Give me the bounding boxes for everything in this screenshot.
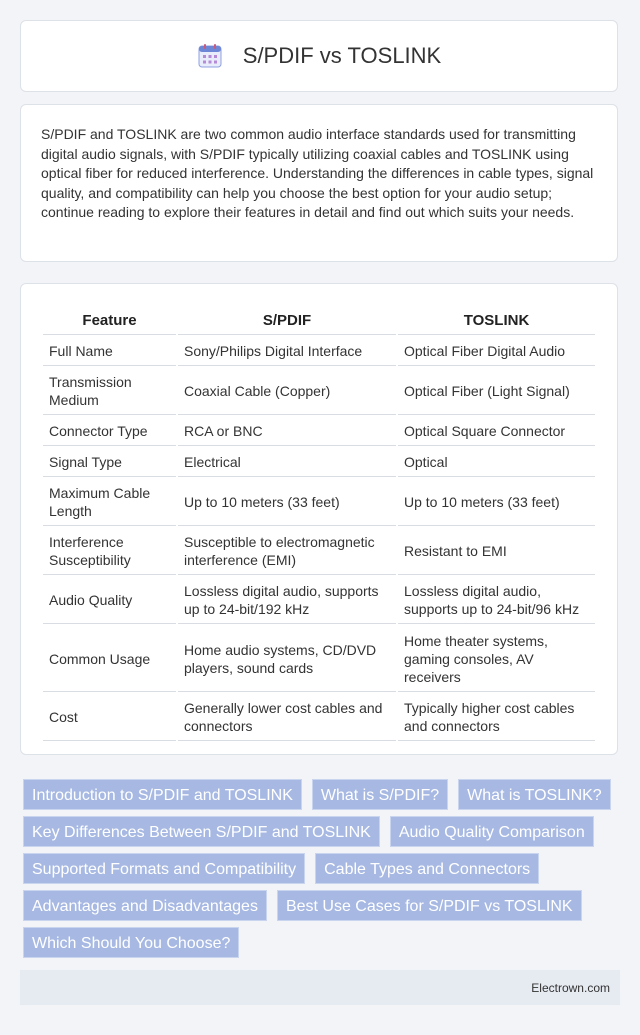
topic-link-key-differences[interactable]: Key Differences Between S/PDIF and TOSLINK: [23, 816, 380, 847]
footer: [20, 970, 620, 1005]
topic-link-formats-compatibility[interactable]: Supported Formats and Compatibility: [23, 853, 305, 884]
topic-link-which-to-choose[interactable]: Which Should You Choose?: [23, 927, 239, 958]
header-toslink: TOSLINK: [398, 306, 595, 335]
table-cell: Connector Type: [43, 417, 176, 446]
table-row: [43, 368, 595, 415]
page-title: S/PDIF vs TOSLINK: [242, 43, 442, 68]
table-row: [43, 337, 595, 366]
calendar-icon: [197, 43, 223, 69]
header-spdif: S/PDIF: [178, 306, 396, 335]
table-cell: Resistant to EMI: [398, 528, 595, 575]
table-cell: Cost: [43, 694, 176, 741]
table-cell: Lossless digital audio, supports up to 24-bit/96 kHz: [398, 577, 595, 624]
table-cell: Home audio systems, CD/DVD players, sound cards: [178, 626, 396, 692]
table-cell: Typically higher cost cables and connectors: [398, 694, 595, 741]
table-cell: Susceptible to electromagnetic interference (EMI): [178, 528, 396, 575]
topic-link-advantages[interactable]: Advantages and Disadvantages: [23, 890, 267, 921]
topic-link-what-is-toslink[interactable]: What is TOSLINK?: [458, 779, 611, 810]
intro-card: [20, 104, 618, 262]
table-cell: Home theater systems, gaming consoles, AV receivers: [398, 626, 595, 692]
table-cell: Up to 10 meters (33 feet): [178, 479, 396, 526]
table-cell: Electrical: [178, 448, 396, 477]
table-cell: Interference Susceptibility: [43, 528, 176, 575]
topic-link-what-is-spdif[interactable]: What is S/PDIF?: [312, 779, 448, 810]
topic-link-best-use-cases[interactable]: Best Use Cases for S/PDIF vs TOSLINK: [277, 890, 582, 921]
intro-text: S/PDIF and TOSLINK are two common audio interface standards used for transmitting digital audio signals, with S/PDIF typically utilizing coaxial cables and TOSLINK using optical fiber for reduced interference. Understanding the differences in cable types, signal quality, and compatibility can help you choose the best option for your audio setup; continue reading to explore their features in detail and find out which suits your needs.: [41, 126, 594, 221]
table-cell: Signal Type: [43, 448, 176, 477]
table-cell: Maximum Cable Length: [43, 479, 176, 526]
table-cell: Audio Quality: [43, 577, 176, 624]
footer-site-name: Electrown.com: [531, 980, 610, 995]
table-row: [43, 528, 595, 575]
topic-link-introduction[interactable]: Introduction to S/PDIF and TOSLINK: [23, 779, 302, 810]
table-cell: Optical Square Connector: [398, 417, 595, 446]
header-feature: Feature: [43, 306, 176, 335]
table-cell: Optical Fiber Digital Audio: [398, 337, 595, 366]
table-cell: Coaxial Cable (Copper): [178, 368, 396, 415]
table-cell: Lossless digital audio, supports up to 24-bit/192 kHz: [178, 577, 396, 624]
table-row: [43, 626, 595, 692]
comparison-table-card: [20, 283, 618, 755]
table-row: [43, 479, 595, 526]
table-cell: RCA or BNC: [178, 417, 396, 446]
table-row: [43, 417, 595, 446]
header-card: [20, 20, 618, 92]
table-row: [43, 694, 595, 741]
table-row: [43, 577, 595, 624]
comparison-table: [41, 304, 597, 743]
table-cell: Optical: [398, 448, 595, 477]
table-cell: Transmission Medium: [43, 368, 176, 415]
table-row: [43, 448, 595, 477]
topic-links: [20, 776, 620, 961]
table-cell: Full Name: [43, 337, 176, 366]
table-cell: Optical Fiber (Light Signal): [398, 368, 595, 415]
table-cell: Generally lower cost cables and connectors: [178, 694, 396, 741]
table-cell: Common Usage: [43, 626, 176, 692]
table-header-row: [43, 306, 595, 335]
topic-link-cable-types[interactable]: Cable Types and Connectors: [315, 853, 539, 884]
table-cell: Up to 10 meters (33 feet): [398, 479, 595, 526]
topic-link-audio-quality[interactable]: Audio Quality Comparison: [390, 816, 594, 847]
table-cell: Sony/Philips Digital Interface: [178, 337, 396, 366]
